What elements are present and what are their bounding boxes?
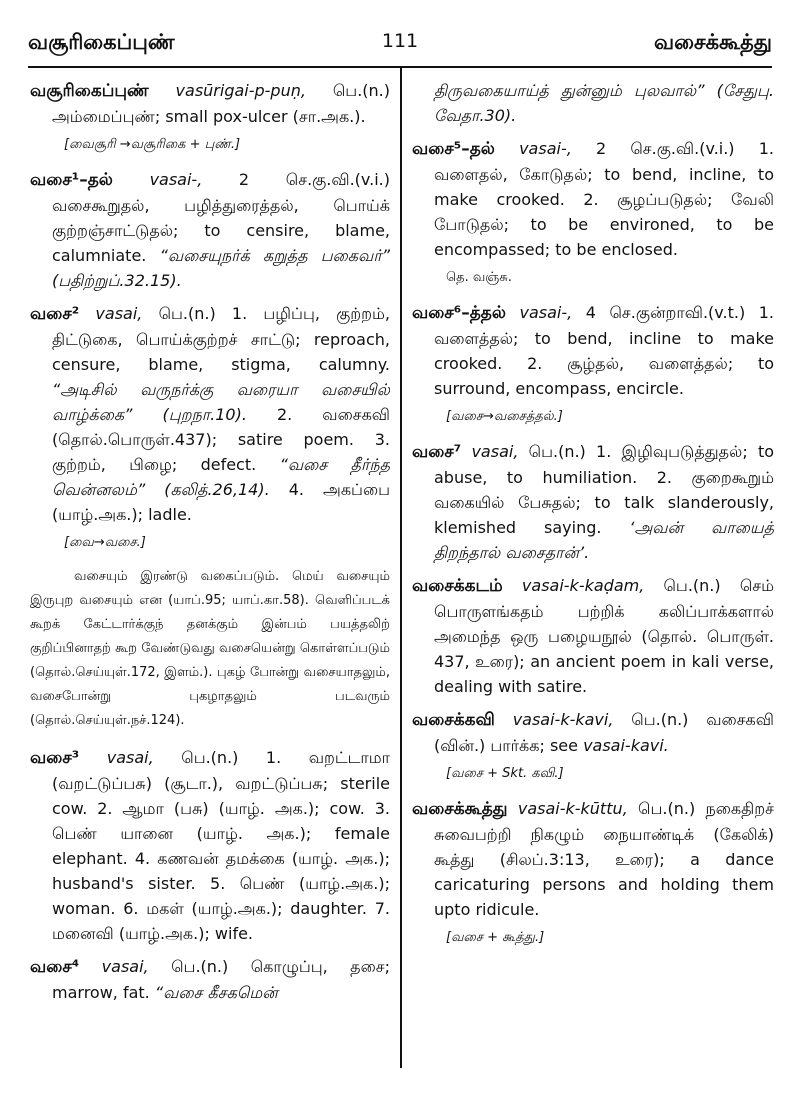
definition: 2 செ.கு.வி.(v.i.) வசைகூறுதல், பழித்துரைத்தல், பொய்க் குற்றஞ்சாட்டுதல்; to censire, blame, calumniate. xyxy=(52,170,390,265)
definition: பெ.(n.) கொழுப்பு, தசை; marrow, fat. xyxy=(52,957,390,1002)
column-divider xyxy=(400,68,402,1068)
headword: வசை⁶–த்தல் xyxy=(412,303,506,323)
left-column xyxy=(30,78,390,1090)
definition: பெ.(n.) 1. பழிப்பு, குற்றம், திட்டுகை, பொய்க்குற்றச் சாட்டு; reproach, censure, blame, stigma, calumny. xyxy=(52,304,390,374)
entry-vasai-5 xyxy=(412,136,774,262)
entry-vasaikkadam xyxy=(412,573,774,699)
definition: 4. அகப்பை (யாழ்.அக.); ladle. xyxy=(52,480,390,524)
transliteration: vasai-, xyxy=(149,170,203,189)
etymology: [வசை + Skt. கவி.] xyxy=(446,766,564,781)
usage-note: வசையும் இரண்டு வகைப்படும். மெய் வசையும் இருபுற வசையும் என (யாப்.95; யாப்.கா.58). வெளிப்படக் கூறக் கேட்டார்க்குந் தனக்கும் இன்பம் பயத்தலிற் குறிப்பினாதற் கூற வேண்டுவது வசையென்று கொள்ளப்படும் (தொல்.செய்யுள்.172, இளம்.). புகழ் போன்று வசையாதலும், வசைபோன்று புகழாதலும் படவரும் (தொல்.செய்யுள்.நச்.124). xyxy=(30,569,390,728)
definition: பெ.(n.) அம்மைப்புண்; small pox-ulcer (சா.அக.). xyxy=(52,81,390,126)
headword: வசூரிகைப்புண் xyxy=(30,81,149,101)
transliteration: vasūrigai-p-puṇ, xyxy=(175,81,306,100)
entry-vasai-4 xyxy=(30,954,390,1005)
quotation: “வசையுநர்க் கறுத்த பகைவர்” (பதிற்றுப்.32.15). xyxy=(52,246,390,290)
etymology: [வைசூரி →வசூரிகை + புண்.] xyxy=(64,137,241,152)
etymology: [வை→வசை.] xyxy=(64,535,146,550)
quotation: “வசை தீர்ந்த வென்னலம்” (கலித்.26,14). xyxy=(52,455,390,499)
transliteration: vasai, xyxy=(101,957,149,976)
transliteration: vasai-k-kūttu, xyxy=(517,799,628,818)
transliteration: vasai-, xyxy=(519,139,572,158)
headword: வசைக்கடம் xyxy=(412,576,503,596)
etymology: தெ. வஞ்சு. xyxy=(446,270,512,285)
headword: வசை⁷ xyxy=(412,442,462,462)
definition: பெ.(n.) 1. இழிவுபடுத்துதல்; to abuse, to humiliation. 2. குறைகூறும் வகையில் பேசுதல்; to talk slanderously, klemished saying. xyxy=(434,442,774,537)
headword: வசை² xyxy=(30,304,80,324)
entry-vasai-1 xyxy=(30,167,390,293)
entry-vasurigaippun xyxy=(30,78,390,129)
quotation: “வசை கீசகமென் xyxy=(154,983,278,1002)
right-column xyxy=(412,78,774,1090)
transliteration: vasai-k-kavi, xyxy=(512,710,614,729)
entry-vasai-3 xyxy=(30,745,390,946)
quotation: ‘அவன் வாயைத் திறந்தால் வசைதான்’. xyxy=(434,518,774,562)
definition: 4 செ.குன்றாவி.(v.t.) 1. வளைத்தல்; to bend, incline to make crooked. 2. சூழ்தல், வளைத்தல்; to surround, encompass, encircle. xyxy=(434,303,774,398)
entry-vasai-6 xyxy=(412,300,774,401)
etymology: [வசை + கூத்து.] xyxy=(446,930,545,945)
headword: வசை⁴ xyxy=(30,957,80,977)
headword: வசை⁵–தல் xyxy=(412,139,495,159)
cross-reference: vasai-kavi. xyxy=(583,736,669,755)
transliteration: vasai-, xyxy=(519,303,573,322)
quotation: “அடிசில் வருநர்க்கு வரையா வசையில் வாழ்க்கை” (புறநா.10). xyxy=(52,380,390,424)
header-left-word: வசூரிகைப்புண் xyxy=(28,30,175,54)
headword: வசை¹–தல் xyxy=(30,170,113,190)
transliteration: vasai-k-kaḍam, xyxy=(521,576,645,595)
transliteration: vasai, xyxy=(106,748,154,767)
definition: பெ.(n.) 1. வறட்டாமா (வறட்டுப்பசு) (சூடா.), வறட்டுப்பசு; sterile cow. 2. ஆமா (பசு) (யாழ். அக.); cow. 3. பெண் யானை (யாழ். அக.); female elephant. 4. கணவன் தமக்கை (யாழ். அக.); husband's sister. 5. பெண் (யாழ்.அக.); woman. 6. மகள் (யாழ்.அக.); daughter. 7. மனைவி (யாழ்.அக.); wife. xyxy=(52,748,390,943)
page-number: 111 xyxy=(381,30,419,52)
entry-vasaikkuttu xyxy=(412,796,774,922)
header-right-word: வசைக்கூத்து xyxy=(654,30,772,54)
transliteration: vasai, xyxy=(471,442,519,461)
definition: பெ.(n.) நகைதிறச் சுவைபற்றி நிகழும் நையாண்டிக் (கேலிக்) கூத்து (சிலப்.3:13, உரை); a dance caricaturing persons and holding them upto ridicule. xyxy=(434,799,774,919)
headword: வசை³ xyxy=(30,748,80,768)
definition: 2. வசைகவி (தொல்.பொருள்.437); satire poem. 3. குற்றம், பிழை; defect. xyxy=(52,405,390,474)
page-header xyxy=(28,30,772,64)
quotation-continued: திருவகையாய்த் துன்னும் புலவால்” (சேதுபு. வேதா.30). xyxy=(434,81,774,125)
entry-vasaikkavi xyxy=(412,707,774,758)
etymology: [வசை→வசைத்தல்.] xyxy=(446,409,563,424)
entry-vasai-7 xyxy=(412,439,774,565)
headword: வசைக்கவி xyxy=(412,710,495,730)
definition: 2 செ.கு.வி.(v.i.) 1. வளைதல், கோடுதல்; to bend, incline, to make crooked. 2. சூழப்படுதல்; வேலி போடுதல்; to be environed, to be encompassed; to be enclosed. xyxy=(434,139,774,259)
transliteration: vasai, xyxy=(95,304,143,323)
entry-vasai-2 xyxy=(30,301,390,527)
definition: பெ.(n.) வசைகவி (வின்.) பார்க்க; see xyxy=(434,710,774,755)
headword: வசைக்கூத்து xyxy=(412,799,508,819)
definition: பெ.(n.) செம் பொருளங்கதம் பற்றிக் கலிப்பாக்களால் அமைந்த ஒரு பழையநூல் (தொல். பொருள். 437, உரை); an ancient poem in kali verse, dealing with satire. xyxy=(434,576,774,696)
